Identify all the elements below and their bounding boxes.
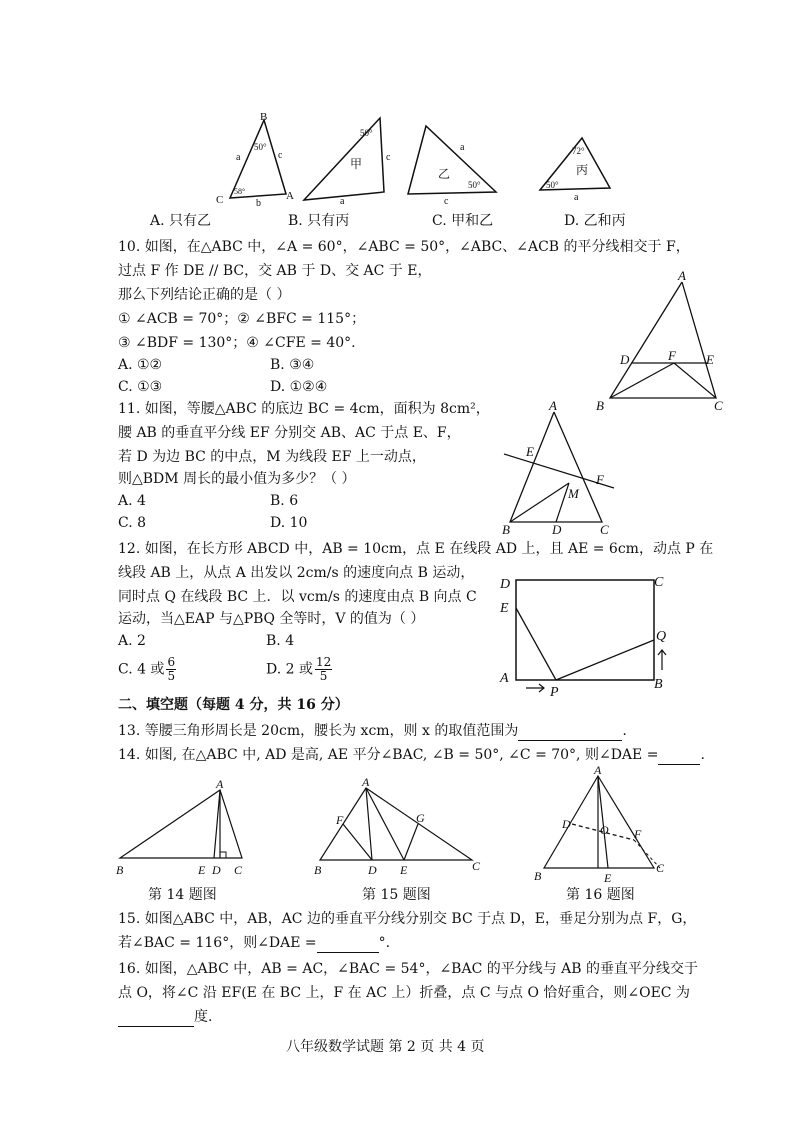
q12-option-d-denominator: 5 (319, 669, 328, 683)
q10-option-d: D. ①②④ (270, 379, 328, 395)
q9-side-c: c (278, 150, 283, 161)
q16-line2: 点 O，将∠C 沿 EF(E 在 BC 上，F 在 AC 上）折叠，点 C 与点 O 恰好重合，则∠OEC 为 (118, 985, 690, 1001)
q9-label-a: A (286, 190, 294, 202)
q12-option-c-numerator: 6 (167, 655, 176, 669)
q9-side-c-3: c (444, 196, 449, 207)
q16-answer-blank[interactable] (118, 1008, 194, 1027)
q11-label-d: D (552, 522, 562, 537)
q10-figure (586, 266, 736, 416)
fig14-label-c: C (234, 863, 243, 877)
q13-prompt: 13. 等腰三角形周长是 20cm，腰长为 xcm，则 x 的取值范围为 (118, 723, 519, 739)
fig15-label-e: E (400, 863, 408, 877)
q10-line2: 过点 F 作 DE // BC，交 AB 于 D、交 AC 于 E， (118, 263, 432, 279)
q11-figure (496, 398, 626, 538)
q11-label-c: C (600, 522, 609, 537)
fig15-label-f: F (336, 813, 344, 827)
q12-line3: 同时点 Q 在线段 BC 上．以 vcm/s 的速度由点 B 向点 C (118, 589, 477, 605)
q12-label-e: E (500, 601, 509, 616)
q12-option-c-denominator: 5 (167, 669, 176, 683)
fig14-label-a: A (216, 778, 224, 791)
fig16-label-b: B (534, 869, 542, 883)
q12-option-c-fraction (166, 656, 176, 683)
q12-line1: 12. 如图，在长方形 ABCD 中，AB = 10cm，点 E 在线段 AD 上，且 AE = 6cm，动点 P 在 (118, 541, 714, 557)
q10-option-c: C. ①③ (118, 379, 163, 395)
q13-answer-blank[interactable] (518, 722, 622, 741)
q14-prompt: 14. 如图, 在△ABC 中, AD 是高, AE 平分∠BAC, ∠B = 50°, ∠C = 70°, 则∠DAE = (118, 747, 659, 763)
caption-16: 第 16 题图 (566, 887, 635, 903)
q9-figures (200, 108, 630, 208)
q12-figure (496, 570, 676, 700)
q9-label-c: C (216, 194, 224, 206)
q14-answer-blank[interactable] (658, 746, 700, 765)
q10-option-a: A. ①② (118, 357, 163, 373)
q16-line3 (118, 1008, 212, 1027)
section-title: 二、填空题（每题 4 分，共 16 分） (118, 697, 349, 713)
q9-angle-50-4: 50° (546, 180, 559, 190)
q11-line3: 若 D 为边 BC 的中点，M 为线段 EF 上一动点， (118, 449, 426, 465)
q11-option-c: C. 8 (118, 515, 147, 531)
caption-14: 第 14 题图 (148, 887, 217, 903)
q11-label-m: M (568, 486, 579, 501)
q12-option-b: B. 4 (266, 633, 295, 649)
q9-angle-50-3: 50° (468, 180, 481, 190)
q9-side-c-2: c (386, 152, 391, 163)
fig15-label-c: C (472, 859, 481, 873)
q11-line2: 腰 AB 的垂直平分线 EF 分别交 AB、AC 于点 E、F， (118, 425, 461, 441)
q11-option-b: B. 6 (270, 493, 299, 509)
q10-line1: 10. 如图，在△ABC 中，∠A = 60°，∠ABC = 50°，∠ABC、∠ACB 的平分线相交于 F， (118, 239, 690, 255)
fig16-label-e: E (604, 871, 612, 885)
q9-angle-72: 72° (572, 146, 585, 156)
q12-option-d (266, 656, 332, 683)
fig14 (112, 778, 262, 880)
q12-option-a: A. 2 (118, 633, 146, 649)
q9-option-c: C. 甲和乙 (432, 213, 494, 229)
q12-option-d-fraction (315, 656, 332, 683)
q15-suffix: °. (378, 935, 391, 951)
caption-15: 第 15 题图 (362, 887, 431, 903)
q11-option-a: A. 4 (118, 493, 146, 509)
fig16-label-o: O (600, 823, 609, 837)
q10-line4: ① ∠ACB = 70°；② ∠BFC = 115°； (118, 311, 366, 327)
q12-option-c-prefix: C. 4 或 (118, 661, 165, 678)
q12-label-q: Q (656, 629, 667, 644)
q12-option-c (118, 656, 176, 683)
q15-line2 (118, 934, 390, 953)
q11-label-a: A (549, 398, 557, 413)
fig16-label-c: C (656, 861, 665, 875)
q11-label-b: B (502, 522, 510, 537)
fig15-label-b: B (314, 863, 322, 877)
q9-angle-50-2: 50° (360, 128, 373, 138)
q12-label-b: B (654, 677, 663, 692)
q9-triangle-yi (408, 126, 496, 194)
page-footer: 八年级数学试题 第 2 页 共 4 页 (286, 1039, 485, 1055)
q10-label-a: A (678, 268, 686, 283)
q9-angle-50-1: 50° (254, 142, 267, 152)
fig15-label-a: A (362, 776, 370, 789)
fig15-label-g: G (416, 811, 425, 825)
q10-label-b: B (596, 398, 604, 413)
q9-option-a: A. 只有乙 (150, 213, 212, 229)
fig16-label-a: A (594, 764, 602, 777)
fig14-label-e: E (198, 863, 206, 877)
q10-label-e: E (706, 352, 714, 367)
q9-side-b: b (256, 198, 261, 208)
q12-label-d: D (500, 577, 511, 592)
q12-label-a: A (500, 671, 509, 686)
q12-label-c: C (654, 575, 664, 590)
q10-line3: 那么下列结论正确的是（ ） (118, 287, 291, 303)
q10-line5: ③ ∠BDF = 130°；④ ∠CFE = 40°. (118, 335, 356, 351)
q12-line2: 线段 AB 上，从点 A 出发以 2cm/s 的速度向点 B 运动， (118, 565, 475, 581)
fig14-label-b: B (116, 863, 124, 877)
q11-label-e: E (526, 444, 534, 459)
q9-tri-jia: 甲 (350, 157, 363, 171)
q9-side-a: a (236, 152, 241, 163)
q15-prompt: 若∠BAC = 116°，则∠DAE = (118, 935, 317, 951)
fig16-label-d: D (562, 817, 571, 831)
q15-line1: 15. 如图△ABC 中，AB，AC 边的垂直平分线分别交 BC 于点 D，E，垂足分别为点 F，G， (118, 911, 697, 927)
q9-angle-58: 58° (234, 187, 246, 196)
q9-side-a-3: a (460, 142, 465, 153)
q16-suffix: 度. (194, 1009, 213, 1025)
fig15-label-d: D (368, 863, 377, 877)
q9-side-a-2: a (340, 196, 345, 207)
q9-tri-yi: 乙 (438, 167, 451, 181)
fig16-label-f: F (634, 827, 642, 841)
q10-label-c: C (714, 398, 723, 413)
q9-option-d: D. 乙和丙 (564, 213, 626, 229)
q10-label-d: D (620, 352, 630, 367)
q14-text: 14. 如图, 在△ABC 中, AD 是高, AE 平分∠BAC, ∠B = 50°, ∠C = 70°, 则∠DAE = . (118, 747, 705, 763)
q11-label-f: F (596, 472, 604, 487)
fig16 (530, 764, 680, 886)
q11-line1: 11. 如图，等腰△ABC 的底边 BC = 4cm，面积为 8cm²， (118, 401, 490, 417)
q11-line4: 则△BDM 周长的最小值为多少？（ ） (118, 471, 356, 487)
q12-option-d-numerator: 12 (315, 655, 332, 669)
q9-tri-bing: 丙 (576, 163, 589, 177)
q10-option-b: B. ③④ (270, 357, 315, 373)
q9-label-b: B (260, 111, 268, 123)
q16-line1: 16. 如图，△ABC 中，AB = AC，∠BAC = 54°，∠BAC 的平分线与 AB 的垂直平分线交于 (118, 961, 699, 977)
q12-line4: 运动，当△EAP 与△PBQ 全等时，V 的值为（ ） (118, 611, 425, 627)
q9-option-b: B. 只有丙 (288, 213, 350, 229)
q12-label-p: P (550, 685, 559, 700)
q9-side-a-4: a (574, 192, 579, 203)
q12-option-d-prefix: D. 2 或 (266, 661, 313, 678)
fig15 (308, 776, 488, 880)
q11-option-d: D. 10 (270, 515, 308, 531)
q13-text: 13. 等腰三角形周长是 20cm，腰长为 xcm，则 x 的取值范围为 . (118, 723, 627, 739)
q15-answer-blank[interactable] (317, 934, 379, 953)
q10-label-f: F (668, 348, 676, 363)
fig14-label-d: D (212, 863, 221, 877)
